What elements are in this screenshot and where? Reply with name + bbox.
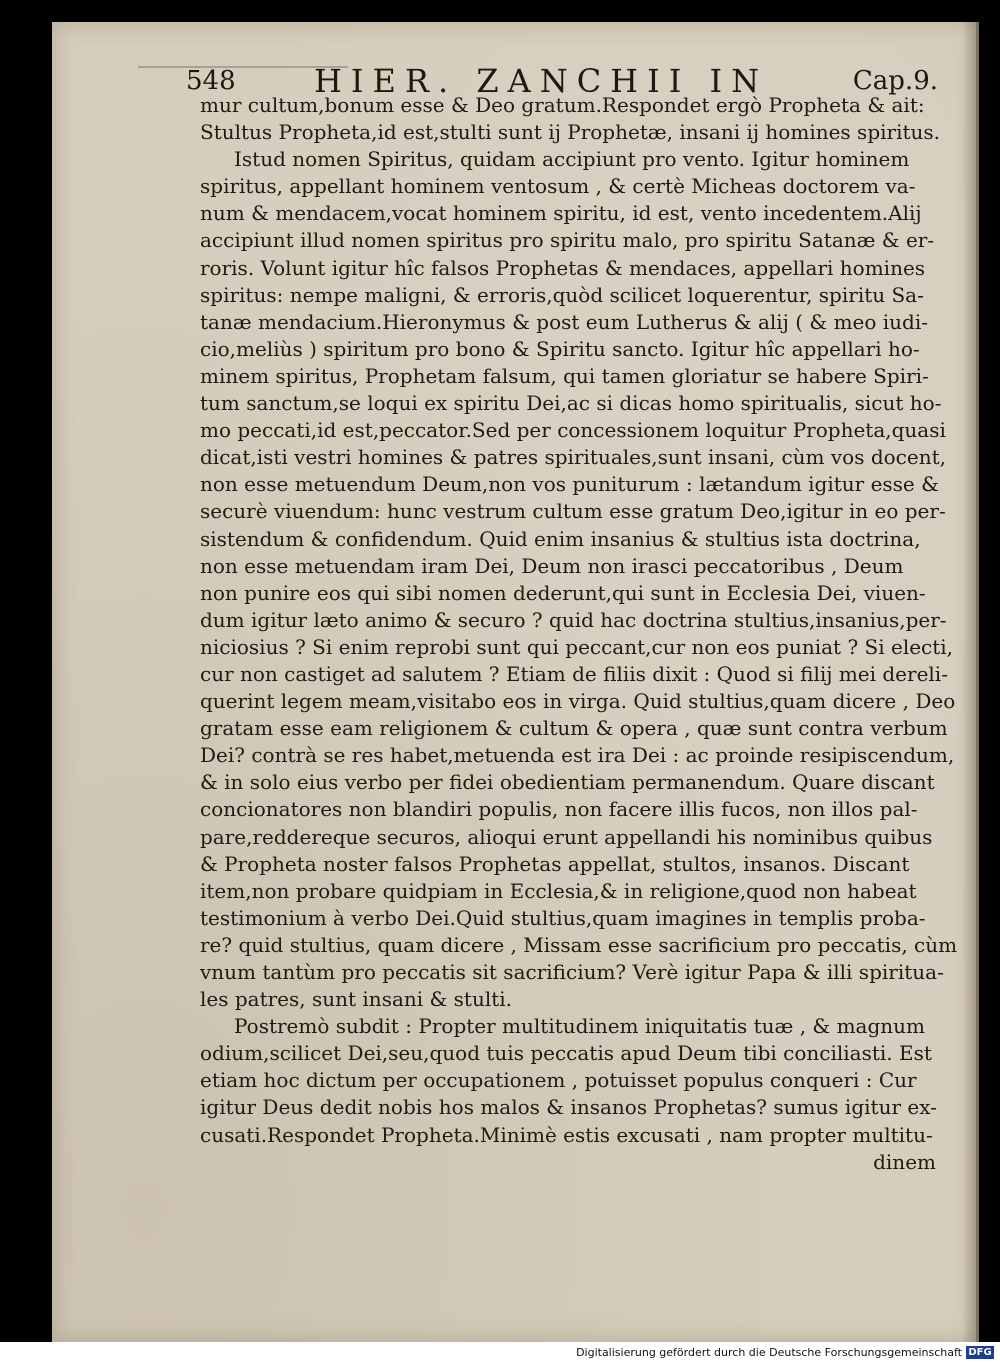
text-line: roris. Volunt igitur hîc falsos Prophetas & mendaces, appellari homines [200, 255, 926, 280]
text-line: & in solo eius verbo per fidei obedientiam permanendum. Quare discant [200, 770, 935, 795]
catchword: dinem [873, 1149, 936, 1174]
text-line: Istud nomen Spiritus, quidam accipiunt pro vento. Igitur hominem [234, 147, 910, 172]
digitization-footer [0, 1342, 1000, 1364]
text-line: non punire eos qui sibi nomen dederunt,qui sunt in Ecclesia Dei, viuen- [200, 580, 926, 605]
text-line: re? quid stultius, quam dicere , Missam esse sacrificium pro peccatis, cùm [200, 932, 958, 957]
text-line: securè viuendum: hunc vestrum cultum esse gratum Deo,igitur in eo per- [200, 499, 946, 524]
text-line: item,non probare quidpiam in Ecclesia,& in religione,quod non habeat [200, 878, 917, 903]
text-line: vnum tantùm pro peccatis sit sacrificium? Verè igitur Papa & illi spiritua- [200, 960, 944, 984]
text-line: num & mendacem,vocat hominem spiritu, id est, vento incedentem.Alij [200, 201, 922, 226]
text-line: testimonium à verbo Dei.Quid stultius,quam imagines in templis proba- [200, 905, 926, 930]
text-line: non esse metuendam iram Dei, Deum non irasci peccatoribus , Deum [200, 553, 904, 578]
text-line: minem spiritus, Prophetam falsum, qui tamen gloriatur se habere Spiri- [200, 363, 929, 388]
text-line: gratam esse eam religionem & cultum & opera , quæ sunt contra verbum [200, 716, 948, 741]
chapter-label: Cap.9. [852, 66, 938, 96]
text-line: spiritus, appellant hominem ventosum , & certè Micheas doctorem va- [200, 174, 916, 199]
body-text [200, 92, 966, 1176]
text-line: igitur Deus dedit nobis hos malos & insanos Prophetas? sumus igitur ex- [200, 1095, 937, 1120]
page-number: 548 [186, 66, 236, 96]
text-line: etiam hoc dictum per occupationem , potuisset populus conqueri : Cur [200, 1068, 917, 1093]
text-line: Dei? contrà se res habet,metuenda est ira Dei : ac proinde resipiscendum, [200, 743, 955, 768]
text-line: dum igitur læto animo & securo ? quid hac doctrina stultius,insanius,per- [200, 607, 947, 632]
running-title: HIER. ZANCHII IN [314, 62, 769, 100]
text-line: cio,meliùs ) spiritum pro bono & Spiritu sancto. Igitur hîc appellari ho- [200, 336, 920, 361]
funding-credit: Digitalisierung gefördert durch die Deutsche Forschungsgemeinschaft [576, 1346, 962, 1359]
text-line: odium,scilicet Dei,seu,quod tuis peccatis apud Deum tibi conciliasti. Est [200, 1041, 932, 1066]
text-line: cur non castiget ad salutem ? Etiam de filiis dixit : Quod si filij mei dereli- [200, 661, 948, 686]
text-line: Postremò subdit : Propter multitudinem iniquitatis tuæ , & magnum [234, 1014, 926, 1039]
text-line: les patres, sunt insani & stulti. [200, 987, 513, 1012]
text-line: mo peccati,id est,peccator.Sed per concessionem loquitur Propheta,quasi [200, 418, 946, 443]
text-line: dicat,isti vestri homines & patres spirituales,sunt insani, cùm vos docent, [200, 445, 946, 470]
text-line: tanæ mendacium.Hieronymus & post eum Lutherus & alij ( & meo iudi- [200, 309, 928, 334]
text-line: & Propheta noster falsos Prophetas appellat, stultos, insanos. Discant [200, 851, 910, 876]
text-line: tum sanctum,se loqui ex spiritu Dei,ac si dicas homo spiritualis, sicut ho- [200, 391, 942, 416]
text-line: pare,reddereque securos, alioqui erunt appellandi his nominibus quibus [200, 824, 933, 849]
text-line: concionatores non blandiri populis, non facere illis fucos, non illos pal- [200, 797, 918, 822]
text-line: cusati.Respondet Propheta.Minimè estis excusati , nam propter multitu- [200, 1122, 933, 1147]
text-line: mur cultum,bonum esse & Deo gratum.Respondet ergò Propheta & ait: [200, 93, 925, 117]
text-line: niciosius ? Si enim reprobi sunt qui peccant,cur non eos puniat ? Si electi, [200, 634, 954, 659]
text-line: sistendum & confidendum. Quid enim insanius & stultius ista doctrina, [200, 526, 921, 551]
text-line: spiritus: nempe maligni, & erroris,quòd scilicet loquerentur, spiritu Sa- [200, 282, 924, 307]
text-line: accipiunt illud nomen spiritus pro spiritu malo, pro spiritu Satanæ & er- [200, 228, 935, 253]
text-line: Stultus Propheta,id est,stulti sunt ij Prophetæ, insani ij homines spiritus. [200, 120, 941, 145]
text-line: querint legem meam,visitabo eos in virga. Quid stultius,quam dicere , Deo [200, 689, 956, 714]
text-line: non esse metuendum Deum,non vos puniturum : lætandum igitur esse & [200, 472, 939, 497]
dfg-logo: DFG [966, 1346, 994, 1359]
